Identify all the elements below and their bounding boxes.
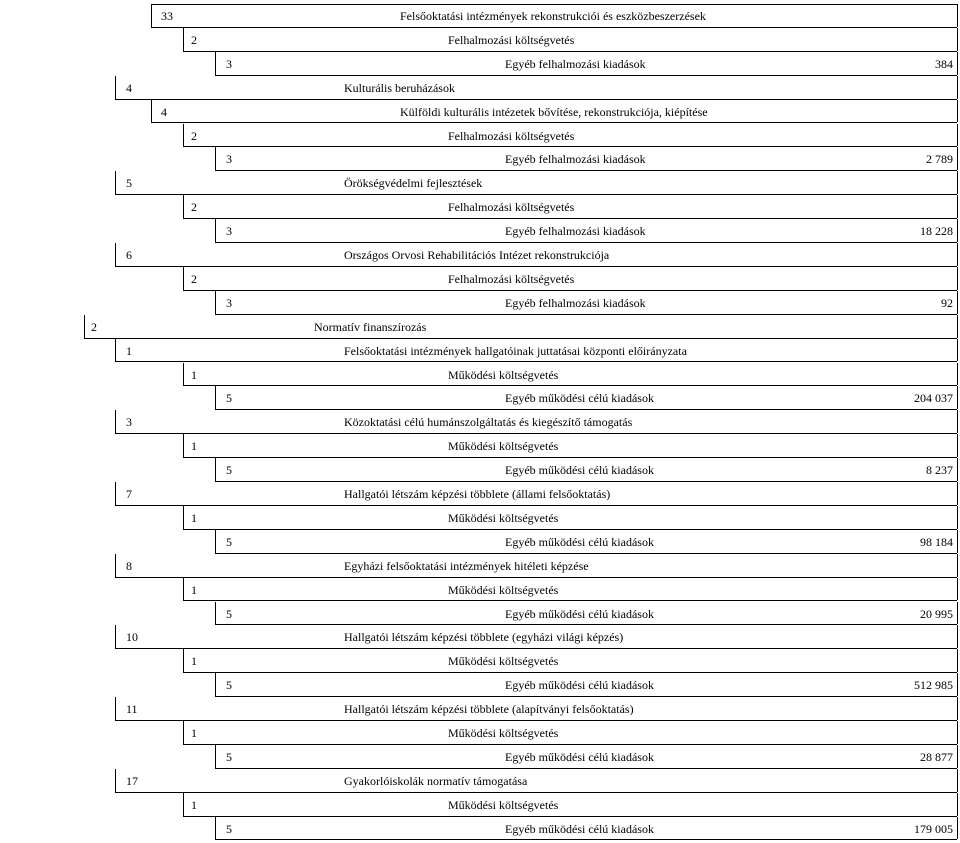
row-right-border: [957, 291, 958, 314]
row-number: 5: [226, 391, 232, 406]
row-right-border: [957, 769, 958, 792]
table-row: [115, 410, 957, 434]
row-left-border: [215, 530, 216, 553]
row-left-border: [115, 410, 116, 433]
row-right-border: [957, 721, 958, 744]
table-row: [183, 506, 957, 530]
row-label: Egyéb működési célú kiadások: [505, 391, 654, 406]
row-left-border: [115, 171, 116, 194]
row-label: Felhalmozási költségvetés: [448, 128, 575, 143]
row-right-border: [957, 649, 958, 672]
row-number: 5: [226, 749, 232, 764]
row-label: Hallgatói létszám képzési többlete (alapítványi felsőoktatás): [344, 702, 634, 717]
row-left-border: [215, 291, 216, 314]
row-number: 3: [226, 224, 232, 239]
row-amount: 18 228: [920, 224, 953, 239]
row-left-border: [183, 506, 184, 529]
row-left-border: [151, 100, 152, 123]
row-right-border: [957, 434, 958, 457]
row-number: 5: [226, 463, 232, 478]
row-right-border: [957, 578, 958, 601]
row-left-border: [215, 147, 216, 170]
row-left-border: [115, 625, 116, 648]
row-number: 6: [126, 248, 132, 262]
row-left-border: [183, 267, 184, 290]
row-label: Működési költségvetés: [448, 582, 559, 597]
table-row: [115, 482, 957, 506]
row-left-border: [215, 386, 216, 409]
row-label: Felhalmozási költségvetés: [448, 200, 575, 215]
row-right-border: [957, 530, 958, 553]
row-number: 1: [191, 726, 197, 740]
row-number: 5: [126, 176, 132, 191]
row-right-border: [957, 4, 958, 27]
row-right-border: [957, 219, 958, 242]
table-row: [183, 578, 957, 602]
table-row: [215, 291, 957, 315]
row-label: Gyakorlóiskolák normatív támogatása: [344, 773, 528, 788]
row-number: 3: [126, 415, 132, 430]
row-left-border: [115, 339, 116, 362]
table-row: [115, 76, 957, 100]
row-label: Felsőoktatási intézmények rekonstrukciói és eszközbeszerzések: [400, 9, 706, 23]
row-amount: 2 789: [926, 152, 953, 167]
row-right-border: [957, 673, 958, 696]
row-left-border: [183, 793, 184, 816]
row-right-border: [957, 745, 958, 768]
row-right-border: [957, 386, 958, 409]
table-row: [215, 386, 957, 410]
table-row: [115, 625, 957, 649]
table-row: [215, 745, 957, 769]
row-label: Egyéb működési célú kiadások: [505, 534, 654, 549]
row-left-border: [215, 458, 216, 481]
table-row: [115, 769, 957, 793]
row-amount: 92: [941, 295, 953, 310]
row-number: 5: [226, 821, 232, 836]
table-row: [215, 602, 957, 626]
row-number: 1: [191, 797, 197, 812]
row-number: 4: [126, 80, 132, 95]
row-number: 8: [126, 558, 132, 573]
row-label: Működési költségvetés: [448, 726, 559, 740]
table-row: [183, 363, 957, 387]
row-right-border: [957, 363, 958, 386]
table-row: [183, 267, 957, 291]
row-label: Működési költségvetés: [448, 510, 559, 525]
row-label: Egyéb felhalmozási kiadások: [505, 152, 646, 167]
row-right-border: [957, 506, 958, 529]
row-number: 5: [226, 678, 232, 693]
row-right-border: [957, 793, 958, 816]
table-row: [183, 793, 957, 817]
row-number: 17: [126, 773, 138, 788]
row-amount: 384: [935, 56, 953, 71]
table-row: [115, 697, 957, 721]
table-row: [183, 434, 957, 458]
table-row: [215, 458, 957, 482]
row-number: 3: [226, 152, 232, 167]
row-left-border: [183, 434, 184, 457]
row-right-border: [957, 267, 958, 290]
row-amount: 179 005: [914, 821, 953, 836]
row-label: Közoktatási célú humánszolgáltatás és kiegészítő támogatás: [344, 415, 633, 430]
row-left-border: [183, 124, 184, 147]
row-label: Felsőoktatási intézmények hallgatóinak juttatásai központi előirányzata: [344, 343, 687, 358]
row-number: 2: [191, 271, 197, 286]
row-label: Kulturális beruházások: [344, 80, 455, 95]
row-left-border: [84, 315, 85, 338]
row-left-border: [115, 482, 116, 505]
table-row: [115, 171, 957, 195]
row-left-border: [115, 243, 116, 266]
table-row: [215, 530, 957, 554]
table-row: [115, 554, 957, 578]
row-left-border: [183, 649, 184, 672]
row-left-border: [215, 602, 216, 625]
table-row: [183, 28, 957, 52]
row-left-border: [215, 745, 216, 768]
row-label: Egyéb működési célú kiadások: [505, 606, 654, 621]
row-label: Normatív finanszírozás: [314, 319, 427, 334]
row-amount: 28 877: [920, 749, 953, 764]
row-right-border: [957, 100, 958, 123]
table-row: [215, 817, 957, 841]
row-label: Működési költségvetés: [448, 439, 559, 454]
row-amount: 98 184: [920, 534, 953, 549]
row-right-border: [957, 28, 958, 51]
row-right-border: [957, 817, 958, 840]
table-row: [151, 4, 957, 28]
row-right-border: [957, 195, 958, 218]
row-left-border: [183, 578, 184, 601]
row-label: Felhalmozási költségvetés: [448, 271, 575, 286]
table-row: [183, 195, 957, 219]
row-number: 1: [191, 510, 197, 525]
row-right-border: [957, 243, 958, 266]
row-right-border: [957, 554, 958, 577]
row-number: 33: [161, 9, 173, 23]
table-row: [215, 219, 957, 243]
table-row: [183, 124, 957, 148]
row-label: Egyéb működési célú kiadások: [505, 749, 654, 764]
row-number: 1: [191, 367, 197, 382]
row-left-border: [215, 219, 216, 242]
row-amount: 512 985: [914, 678, 953, 693]
table-row: [183, 721, 957, 745]
row-number: 3: [226, 295, 232, 310]
row-left-border: [215, 673, 216, 696]
row-right-border: [957, 339, 958, 362]
row-left-border: [215, 817, 216, 840]
row-right-border: [957, 315, 958, 338]
row-top-border: [151, 4, 957, 5]
row-number: 2: [191, 200, 197, 215]
table-row: [183, 649, 957, 673]
row-number: 1: [191, 582, 197, 597]
row-right-border: [957, 602, 958, 625]
row-left-border: [115, 697, 116, 720]
row-right-border: [957, 697, 958, 720]
row-label: Hallgatói létszám képzési többlete (állami felsőoktatás): [344, 487, 611, 501]
row-number: 2: [191, 128, 197, 143]
table-row: [84, 315, 957, 339]
row-right-border: [957, 52, 958, 75]
row-number: 1: [191, 654, 197, 669]
table-row: [151, 100, 957, 124]
row-number: 11: [126, 702, 138, 717]
row-amount: 8 237: [926, 463, 953, 478]
row-left-border: [183, 28, 184, 51]
row-number: 1: [191, 439, 197, 454]
row-number: 3: [226, 56, 232, 71]
table-row: [215, 52, 957, 76]
row-left-border: [151, 4, 152, 27]
table-row: [215, 673, 957, 697]
row-label: Működési költségvetés: [448, 367, 559, 382]
row-number: 5: [226, 606, 232, 621]
row-label: Egyéb működési célú kiadások: [505, 463, 654, 478]
row-amount: 204 037: [914, 391, 953, 406]
row-label: Országos Orvosi Rehabilitációs Intézet rekonstrukciója: [344, 248, 610, 262]
row-left-border: [183, 195, 184, 218]
table-row: [215, 147, 957, 171]
row-right-border: [957, 147, 958, 170]
row-right-border: [957, 625, 958, 648]
row-left-border: [183, 721, 184, 744]
row-label: Külföldi kulturális intézetek bővítése, rekonstrukciója, kiépítése: [400, 104, 708, 119]
row-label: Felhalmozási költségvetés: [448, 32, 575, 47]
row-label: Működési költségvetés: [448, 797, 559, 812]
row-left-border: [115, 76, 116, 99]
row-label: Örökségvédelmi fejlesztések: [344, 176, 483, 191]
row-label: Egyházi felsőoktatási intézmények hitéleti képzése: [344, 558, 589, 573]
row-left-border: [183, 363, 184, 386]
table-row: [115, 243, 957, 267]
row-left-border: [215, 52, 216, 75]
row-number: 4: [161, 104, 167, 119]
row-label: Működési költségvetés: [448, 654, 559, 669]
row-left-border: [115, 554, 116, 577]
row-number: 5: [226, 534, 232, 549]
row-label: Egyéb felhalmozási kiadások: [505, 56, 646, 71]
row-number: 1: [126, 343, 132, 358]
row-label: Hallgatói létszám képzési többlete (egyházi világi képzés): [344, 630, 624, 645]
row-number: 7: [126, 487, 132, 501]
row-right-border: [957, 124, 958, 147]
row-label: Egyéb működési célú kiadások: [505, 678, 654, 693]
row-right-border: [957, 482, 958, 505]
row-right-border: [957, 76, 958, 99]
row-label: Egyéb felhalmozási kiadások: [505, 295, 646, 310]
row-right-border: [957, 410, 958, 433]
row-number: 2: [91, 319, 97, 334]
row-right-border: [957, 171, 958, 194]
row-amount: 20 995: [920, 606, 953, 621]
row-right-border: [957, 458, 958, 481]
row-left-border: [115, 769, 116, 792]
table-row: [115, 339, 957, 363]
row-number: 10: [126, 630, 138, 645]
row-label: Egyéb működési célú kiadások: [505, 821, 654, 836]
row-number: 2: [191, 32, 197, 47]
row-label: Egyéb felhalmozási kiadások: [505, 224, 646, 239]
